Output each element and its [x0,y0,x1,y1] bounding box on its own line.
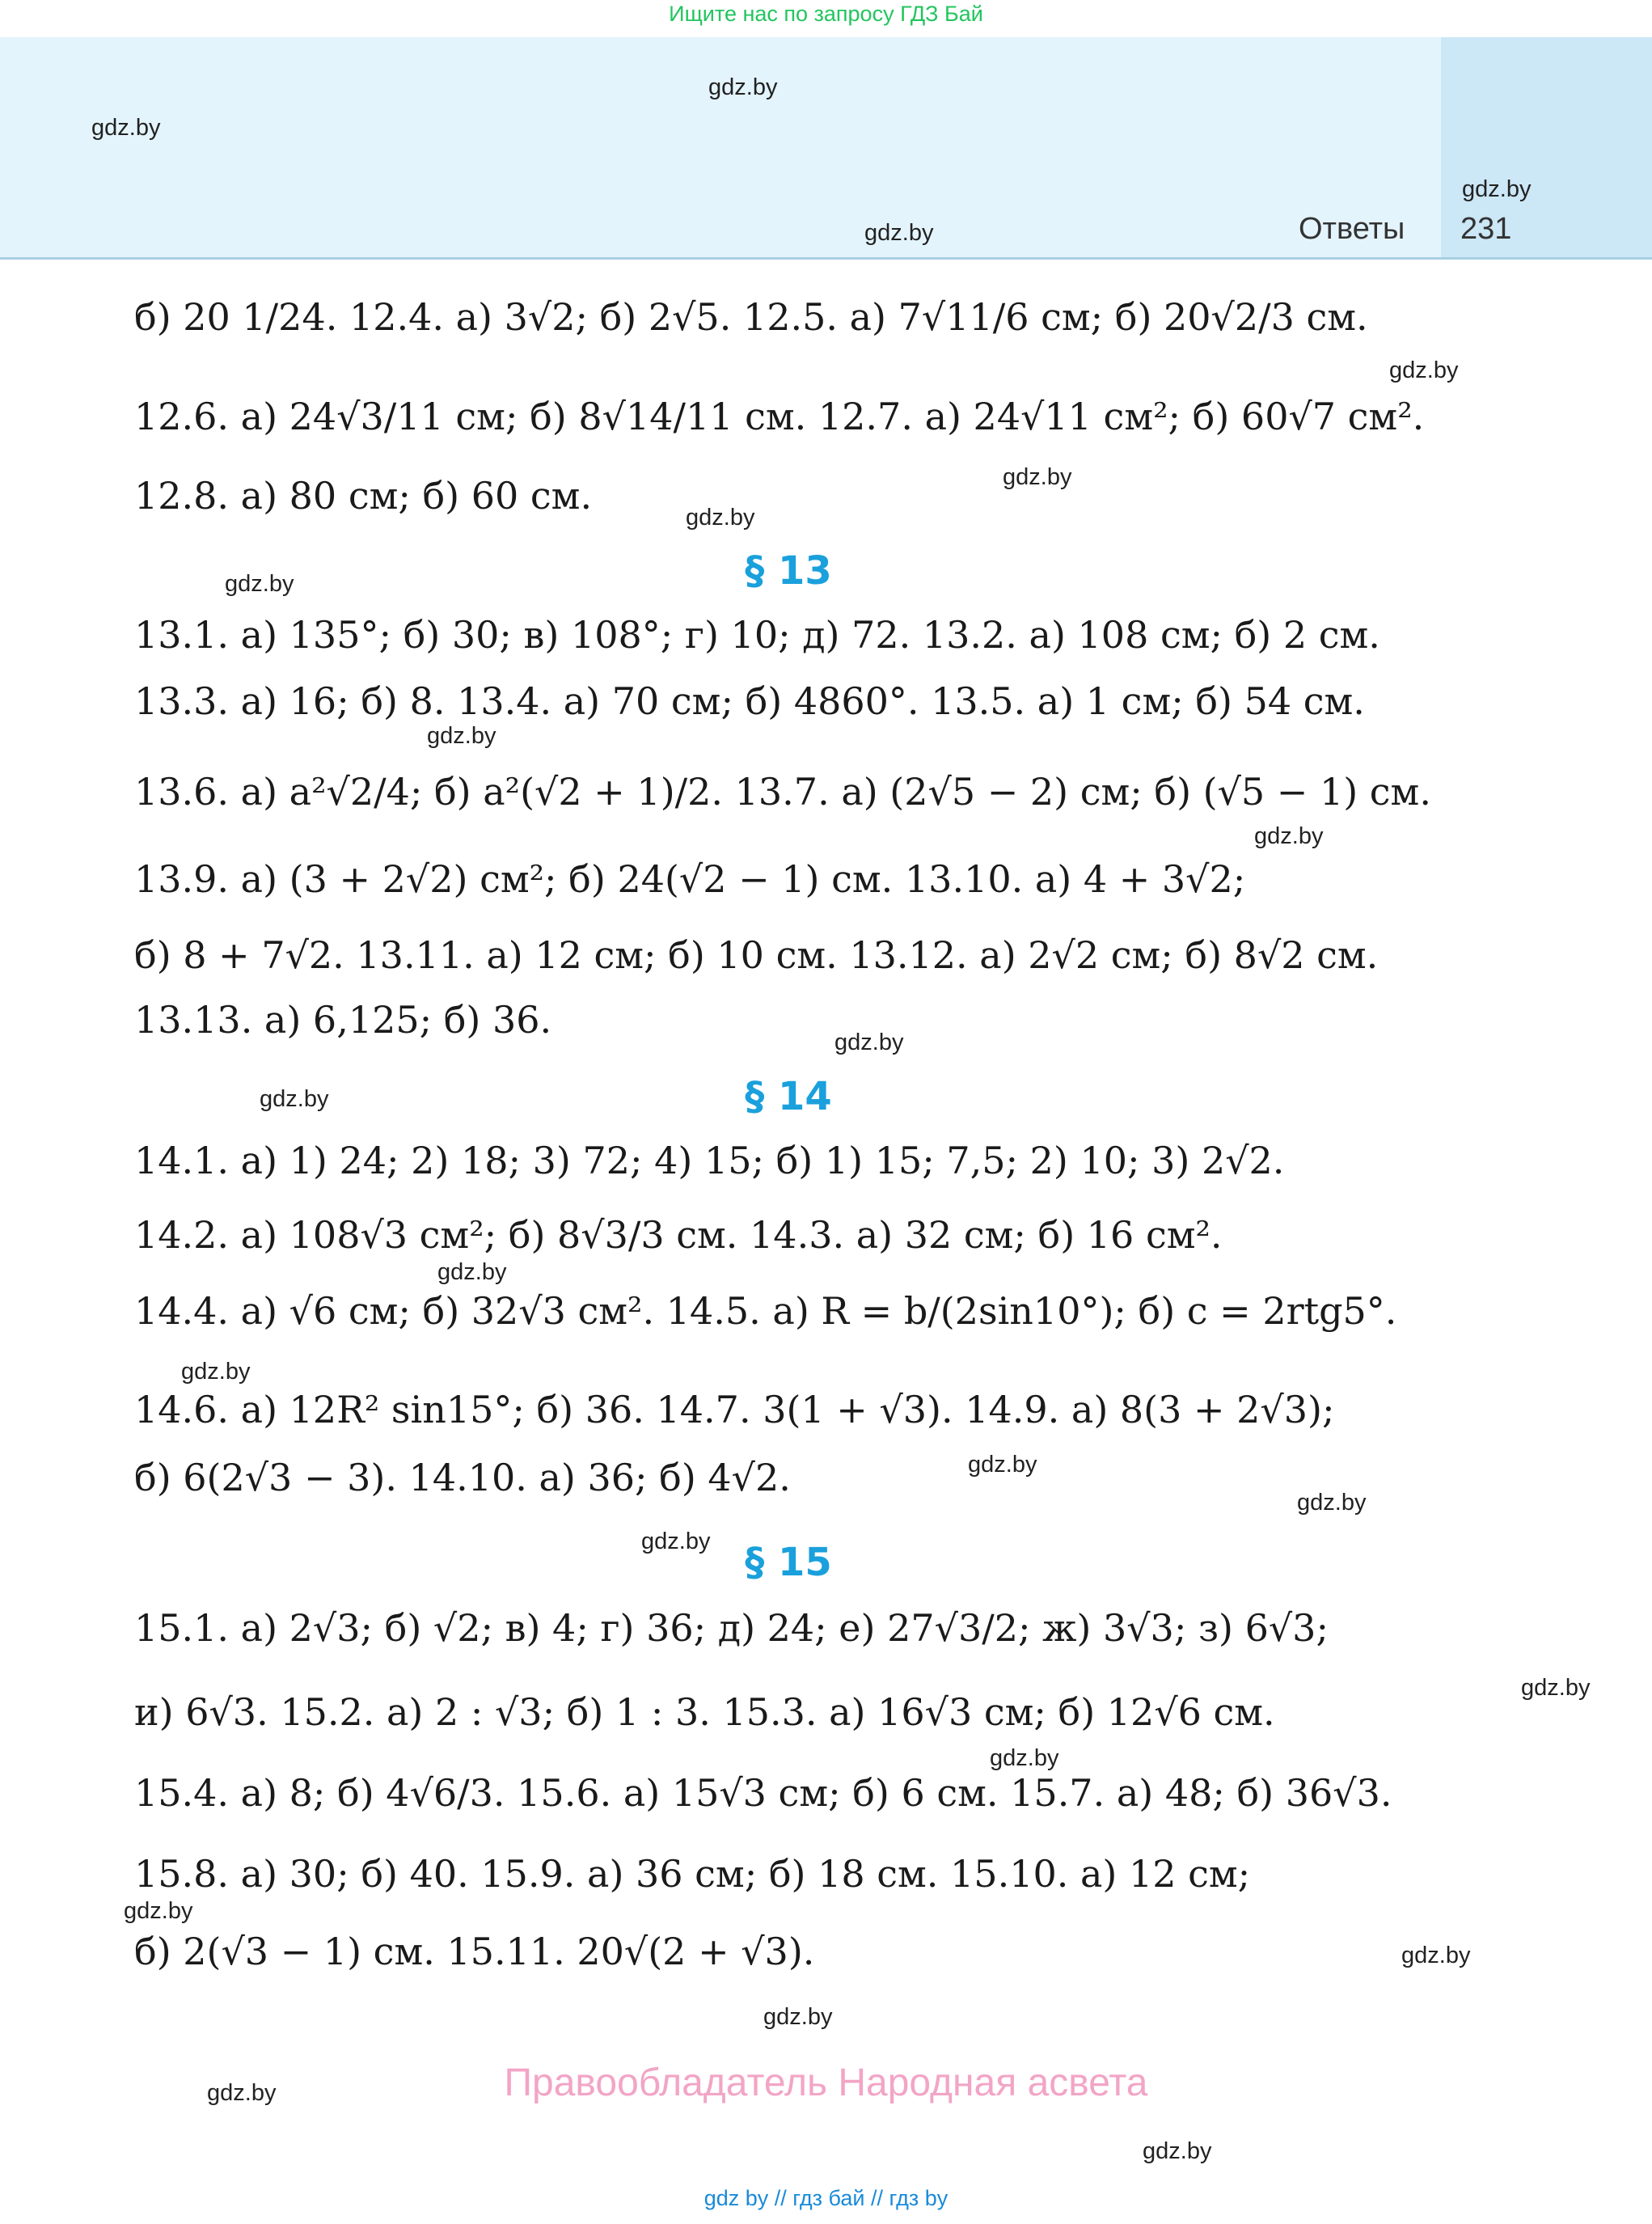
answer-line: и) 6√3. 15.2. а) 2 : √3; б) 1 : 3. 15.3. а) 16√3 см; б) 12√6 см. [134,1690,1275,1734]
watermark: gdz.by [990,1745,1059,1771]
answer-line: 15.1. а) 2√3; б) √2; в) 4; г) 36; д) 24; е) 27√3/2; ж) 3√3; з) 6√3; [134,1606,1329,1650]
watermark: gdz.by [968,1452,1037,1478]
watermark: gdz.by [1521,1675,1591,1701]
answer-line: 13.13. а) 6,125; б) 36. [134,998,552,1042]
watermark: gdz.by [641,1528,711,1554]
watermark: gdz.by [1297,1490,1367,1516]
watermark: gdz.by [181,1359,251,1385]
answer-line: 12.8. а) 80 см; б) 60 см. [134,474,593,518]
answer-line: 13.9. а) (3 + 2√2) см²; б) 24(√2 − 1) см. 13.10. а) 4 + 3√2; [134,857,1246,901]
watermark: gdz.by [864,220,934,246]
answer-line: б) 2(√3 − 1) см. 15.11. 20√(2 + √3). [134,1930,815,1973]
answer-line: 15.4. а) 8; б) 4√6/3. 15.6. а) 15√3 см; б) 6 см. 15.7. а) 48; б) 36√3. [134,1771,1392,1815]
answer-line: 14.2. а) 108√3 см²; б) 8√3/3 см. 14.3. а) 32 см; б) 16 см². [134,1213,1223,1257]
watermark: gdz.by [437,1259,507,1285]
answer-line: б) 20 1/24. 12.4. а) 3√2; б) 2√5. 12.5. а) 7√11/6 см; б) 20√2/3 см. [134,295,1368,339]
answer-line: 14.1. а) 1) 24; 2) 18; 3) 72; 4) 15; б) 1) 15; 7,5; 2) 10; 3) 2√2. [134,1139,1285,1182]
top-search-note: Ищите нас по запросу ГДЗ Бай [669,2,983,26]
footer-links: gdz by // гдз бай // гдз by [703,2186,949,2210]
answer-line: 13.1. а) 135°; б) 30; в) 108°; г) 10; д) 72. 13.2. а) 108 см; б) 2 см. [134,613,1380,657]
answer-line: 15.8. а) 30; б) 40. 15.9. а) 36 см; б) 18 см. 15.10. а) 12 см; [134,1852,1251,1896]
watermark: gdz.by [1401,1943,1471,1968]
answer-line: б) 6(2√3 − 3). 14.10. а) 36; б) 4√2. [134,1456,791,1499]
watermark: gdz.by [1462,176,1532,202]
answer-line: б) 8 + 7√2. 13.11. а) 12 см; б) 10 см. 13.12. а) 2√2 см; б) 8√2 см. [134,933,1379,977]
header-title: Ответы [1299,212,1405,246]
section-heading: § 14 [745,1074,832,1119]
answer-line: 14.4. а) √6 см; б) 32√3 см². 14.5. а) R = b/(2sin10°); б) c = 2rtg5°. [134,1289,1397,1333]
watermark: gdz.by [708,74,778,100]
watermark: gdz.by [1143,2138,1212,2164]
answer-line: 14.6. а) 12R² sin15°; б) 36. 14.7. 3(1 + √3). 14.9. а) 8(3 + 2√3); [134,1388,1335,1431]
watermark: gdz.by [124,1898,193,1924]
section-heading: § 15 [745,1540,832,1585]
watermark: gdz.by [686,505,755,531]
watermark: gdz.by [91,115,161,141]
answer-line: 13.3. а) 16; б) 8. 13.4. а) 70 см; б) 4860°. 13.5. а) 1 см; б) 54 см. [134,679,1365,723]
page-number: 231 [1460,212,1512,246]
copyright-notice: Правообладатель Народная асвета [504,2061,1148,2104]
watermark: gdz.by [834,1030,904,1055]
watermark: gdz.by [260,1086,329,1112]
watermark: gdz.by [207,2080,277,2106]
watermark: gdz.by [1003,464,1072,490]
watermark: gdz.by [427,723,496,749]
watermark: gdz.by [763,2004,833,2030]
watermark: gdz.by [1254,823,1324,849]
watermark: gdz.by [1389,357,1459,383]
watermark: gdz.by [225,571,294,597]
answer-line: 12.6. а) 24√3/11 см; б) 8√14/11 см. 12.7. а) 24√11 см²; б) 60√7 см². [134,395,1425,438]
section-heading: § 13 [745,548,832,594]
answer-line: 13.6. а) a²√2/4; б) a²(√2 + 1)/2. 13.7. а) (2√5 − 2) см; б) (√5 − 1) см. [134,770,1431,814]
